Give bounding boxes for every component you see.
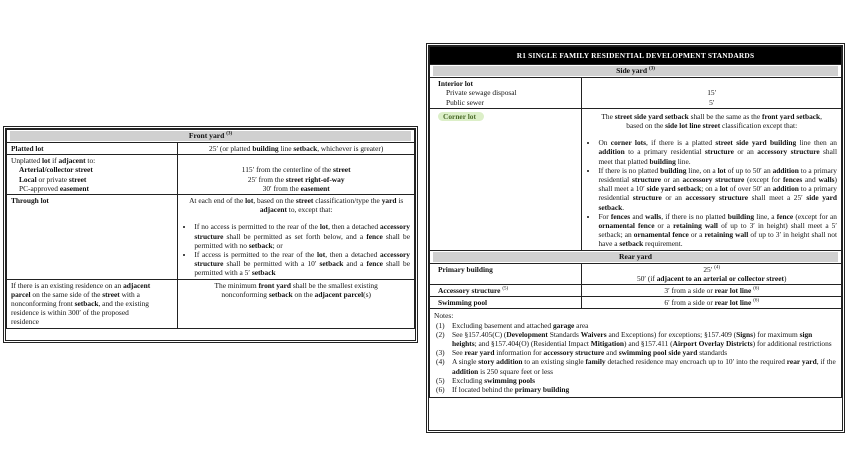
table-row-accessory-structure (430, 285, 842, 297)
text-span: setback (251, 268, 276, 278)
corner-lot-bullet-1 (598, 138, 837, 166)
text-span: ornamental fence (598, 221, 655, 231)
corner-lot-value (582, 108, 842, 250)
text-span: and a (343, 259, 367, 269)
text-span: or an (733, 147, 758, 157)
text-span: shall be the smallest existing nonconforming (221, 280, 378, 299)
table-row-platted-lot (7, 143, 415, 155)
notes-title: Notes: (434, 311, 454, 321)
text-span: Through lot (11, 196, 49, 206)
front-yard-header-row (7, 130, 415, 143)
text-span: fence (366, 259, 383, 269)
through-lot-bullet-2 (194, 250, 410, 278)
table-row-primary-building (430, 263, 842, 284)
text-span: lot (719, 184, 728, 194)
text-span: ) and §157.411 ( (624, 339, 673, 349)
corner-lot-bullet-3 (598, 212, 837, 249)
text-span: rear lot line (714, 298, 752, 308)
text-span: of up to 50′ an (725, 165, 773, 175)
text-span: 115′ from the centerline of the (241, 165, 334, 175)
text-span: adjacent (259, 205, 287, 215)
text-span: with a nonconforming front (11, 289, 140, 309)
accessory-structure-value (582, 285, 842, 297)
text-span: street (102, 289, 120, 299)
text-span: 25′ (703, 264, 713, 274)
text-span: front yard setback (762, 111, 821, 121)
text-span: shall be permitted with a 10′ (223, 259, 320, 269)
front-yard-header (7, 130, 415, 143)
text-span: (1) (436, 320, 445, 330)
text-span: ) for additional restrictions (752, 339, 832, 349)
text-span: shall be permitted as set forth below, and a (223, 231, 367, 241)
text-span: For (598, 211, 611, 221)
note-2 (434, 330, 837, 348)
text-span: setback (248, 240, 273, 250)
text-span: (5) (436, 375, 445, 385)
text-span: building (660, 165, 687, 175)
table-row-unplatted-lot (7, 155, 415, 195)
text-span: shall be permitted with a 5′ (194, 259, 410, 278)
text-span: ; on a (701, 184, 720, 194)
text-span: 25′ (or platted (209, 144, 253, 153)
side-yard-header-row (430, 65, 842, 78)
text-span: to a primary residential (598, 165, 837, 185)
text-span: addition (772, 184, 799, 194)
r1-standards-grid (429, 46, 842, 398)
text-span: rear yard (786, 357, 817, 367)
platted-lot-label (7, 143, 178, 155)
side-yard-header-text: Side yard (616, 66, 648, 76)
text-span: PC-approved (19, 183, 60, 193)
text-span: rear lot line (714, 286, 752, 296)
text-span: line, on a (686, 165, 718, 175)
through-lot-value (178, 195, 415, 280)
text-span: A single (452, 357, 479, 367)
text-span: setback (319, 259, 344, 269)
text-span: structure (704, 147, 734, 157)
through-lot-label (7, 195, 178, 280)
text-span: ) shall meet a 10′ (598, 175, 837, 194)
text-span: Rear yard (433, 252, 838, 262)
text-span: If located behind the (452, 385, 515, 395)
text-span: , and the existing residence is within 300′ of the proposed residence (11, 299, 149, 327)
text-span: accessory structure (682, 175, 745, 185)
text-span: Excluding basement and attached (452, 320, 553, 330)
text-span: retaining wall (704, 230, 749, 240)
text-span: , if there is a platted (646, 138, 716, 148)
text-span: swimming pools (484, 375, 535, 385)
text-span: setback (293, 144, 318, 153)
front-yard-header-note: (3) (226, 131, 233, 137)
interior-lot-values (582, 78, 842, 109)
text-span: to a primary residential (598, 184, 837, 203)
text-span: street right-of-way (285, 174, 345, 184)
text-span: If there is no platted (598, 165, 661, 175)
text-span: On (598, 138, 611, 148)
text-span: Platted lot (11, 144, 44, 153)
text-span: retaining wall (673, 221, 718, 231)
text-span: adjacent parcel (11, 280, 151, 299)
text-span: accessory structure (685, 193, 749, 203)
table-row-swimming-pool (430, 297, 842, 309)
through-lot-bullet-1 (194, 222, 410, 250)
unplatted-lot-values (178, 155, 415, 195)
text-span: adjacent to an arterial or collector street (656, 273, 784, 283)
text-span: lot (42, 156, 51, 166)
text-span: to: (85, 156, 96, 166)
text-span: detached residence may encroach up to 10′ into the required (605, 357, 787, 367)
text-span: (except for an (793, 211, 837, 221)
text-span: on the (292, 289, 315, 299)
text-span: Standards (547, 329, 581, 339)
text-span: to a primary residential (624, 147, 705, 157)
text-span: side yard setback (646, 184, 702, 194)
text-span: addition (452, 366, 479, 376)
document-title: R1 SINGLE FAMILY RESIDENTIAL DEVELOPMENT STANDARDS (430, 47, 842, 65)
table-row-interior-lot (430, 78, 842, 109)
text-span: swimming pool side yard (618, 348, 698, 358)
text-span: easement (59, 183, 89, 193)
text-span: Accessory structure (438, 286, 501, 296)
text-span: 6′ from a side or (664, 298, 715, 308)
text-span: of up to 3′ in height shall not have a (598, 230, 838, 249)
text-span: Swimming pool (438, 298, 488, 308)
unplatted-lot-label (7, 155, 178, 195)
text-span: , if the (816, 357, 836, 367)
text-span: Mitigation (590, 339, 625, 349)
text-span: structure (632, 193, 662, 203)
text-span: 15′ (707, 88, 717, 98)
existing-residence-label (7, 279, 178, 328)
rear-yard-header-row (430, 250, 842, 263)
text-span: fences (782, 175, 803, 185)
corner-lot-label: Corner lot (438, 112, 484, 121)
text-span: street (68, 174, 87, 184)
text-span: of over 50′ an (727, 184, 773, 194)
text-span: sign heights (452, 329, 813, 349)
text-span: adjacent parcel (314, 289, 364, 299)
text-span: , then a detached (328, 222, 381, 232)
text-span: street side yard setback (614, 111, 689, 121)
notes-section (430, 309, 842, 398)
text-span: Signs (736, 329, 753, 339)
text-span: . (622, 202, 625, 212)
text-span: building (252, 144, 279, 153)
text-span: or a (688, 230, 705, 240)
text-span: building (649, 156, 676, 166)
text-span: or an (661, 175, 683, 185)
text-span: Public sewer (446, 97, 484, 107)
text-span: line (278, 144, 294, 153)
side-yard-header-note: (3) (649, 66, 655, 72)
text-span: ; or (272, 240, 283, 250)
text-span: corner lots (610, 138, 646, 148)
text-span: of up to 3′ in height) shall meet a 5′ setback; an (598, 221, 837, 240)
text-span: lot (717, 165, 726, 175)
text-span: (s) (363, 289, 371, 299)
text-span: fence (366, 231, 383, 241)
swimming-pool-label (430, 297, 582, 309)
text-span: walls (818, 175, 835, 185)
text-span: line then an (796, 138, 837, 148)
text-span: or an (661, 193, 686, 203)
table-row-through-lot (7, 195, 415, 280)
text-span: 25′ from the (247, 174, 286, 184)
notes-row (430, 309, 842, 398)
accessory-structure-label (430, 285, 582, 297)
text-span: (6) (753, 286, 760, 292)
text-span: setback (268, 289, 293, 299)
text-span: yard (381, 196, 397, 206)
text-span: Local (19, 174, 37, 184)
text-span: shall be the same as the (688, 111, 762, 121)
text-span: is (396, 196, 404, 206)
swimming-pool-value (582, 297, 842, 309)
text-span: See §157.405(C) ( (452, 329, 507, 339)
table-row-corner-lot (430, 108, 842, 250)
text-span: accessory structure (543, 348, 605, 358)
text-span: Development (506, 329, 548, 339)
text-span: rear yard (464, 348, 495, 358)
text-span: addition (772, 165, 799, 175)
text-span: and (604, 348, 619, 358)
text-span: line, a (754, 211, 777, 221)
text-span: structure (632, 175, 662, 185)
corner-lot-bullet-2 (598, 166, 837, 212)
text-span: (4) (714, 265, 721, 271)
text-span: story addition (478, 357, 523, 367)
text-span: ornamental fence (633, 230, 689, 240)
text-span: shall meet that platted (598, 147, 837, 166)
text-span: accessory structure (194, 250, 410, 269)
text-span: setback (74, 299, 99, 309)
text-span: Arterial/collector street (19, 165, 93, 175)
text-span: Private sewage disposal (446, 88, 517, 98)
text-span: area (574, 320, 589, 330)
primary-building-value (582, 263, 842, 284)
text-span: , whichever is greater) (317, 144, 384, 153)
text-span: street (333, 165, 351, 175)
front-yard-header-text: Front yard (188, 131, 225, 140)
text-span: requirement. (643, 239, 683, 249)
text-span: Airport Overlay Districts (672, 339, 753, 349)
text-span: front yard (258, 280, 291, 290)
primary-building-label (430, 263, 582, 284)
text-span: to, except that: (286, 205, 333, 215)
existing-residence-value (178, 279, 415, 328)
text-span: 5′ (709, 97, 715, 107)
text-span: 3′ from a side or (664, 286, 715, 296)
text-span: ) for maximum (752, 329, 800, 339)
text-span: and Exceptions) for exceptions; §157.409 ( (606, 329, 737, 339)
text-span: (5) (502, 286, 509, 292)
text-span: shall be permitted with no (194, 231, 410, 250)
text-span: street side yard building (715, 138, 797, 148)
text-span: or a (654, 221, 674, 231)
text-span: and (630, 211, 646, 221)
text-span: (2) (436, 329, 445, 339)
text-span: family (585, 357, 606, 367)
note-1 (434, 321, 837, 330)
text-span: (4) (436, 357, 445, 367)
text-span: and (802, 175, 819, 185)
text-span: setback (619, 239, 644, 249)
text-span: lot (316, 250, 326, 260)
text-span: Primary building (438, 264, 493, 274)
note-6 (434, 385, 837, 394)
r1-standards-table (426, 43, 845, 433)
text-span: to an existing single (522, 357, 586, 367)
text-span: (6) (753, 298, 760, 304)
text-span: information for (494, 348, 544, 358)
title-row (430, 47, 842, 65)
side-yard-header (430, 65, 842, 78)
text-span: easement (300, 183, 330, 193)
text-span: accessory structure (757, 147, 820, 157)
text-span: If no access is permitted to the rear of the (194, 222, 320, 232)
text-span: side lot line street (665, 121, 721, 131)
text-span: line. (675, 156, 691, 166)
text-span: ) (783, 273, 787, 283)
text-span: 50′ (if (637, 273, 657, 283)
text-span: lot (319, 222, 329, 232)
text-span: street (295, 196, 314, 206)
platted-lot-value (178, 143, 415, 155)
text-span: If access is permitted to the rear of the (194, 250, 317, 260)
text-span: (except for (744, 175, 783, 185)
note-5 (434, 376, 837, 385)
text-span: Waivers (580, 329, 607, 339)
note-3 (434, 348, 837, 357)
text-span: 30′ from the (262, 183, 301, 193)
text-span: ; and §157.404(O) (Residential Impact (474, 339, 591, 349)
front-yard-grid (6, 129, 415, 329)
text-span: standards (697, 348, 728, 358)
text-span: , based on the (253, 196, 296, 206)
text-span: fence (776, 211, 794, 221)
text-span: Interior lot (438, 79, 473, 89)
text-span: walls (645, 211, 662, 221)
text-span: addition (598, 147, 625, 157)
text-span: , then a detached (325, 250, 381, 260)
text-span: (3) (436, 348, 445, 358)
text-span: building (727, 211, 755, 221)
text-span: At each end of the (189, 196, 246, 206)
text-span: accessory structure (194, 222, 410, 241)
text-span: on the same side of the (30, 289, 103, 299)
text-span: if (50, 156, 59, 166)
front-yard-table (3, 126, 418, 343)
text-span: or private (36, 174, 69, 184)
text-span: The minimum (214, 280, 259, 290)
text-span: , based on the (626, 111, 823, 131)
corner-lot-label-cell (430, 108, 582, 250)
rear-yard-header (430, 250, 842, 263)
text-span: The (601, 111, 615, 121)
text-span: Excluding (452, 375, 485, 385)
note-4 (434, 357, 837, 375)
text-span: garage (552, 320, 575, 330)
text-span: See (452, 348, 465, 358)
text-span: primary building (514, 385, 570, 395)
text-span: classification/type the (313, 196, 382, 206)
text-span: Unplatted (11, 156, 42, 166)
text-span: If there is an existing residence on an (11, 280, 124, 290)
text-span: (6) (436, 385, 445, 395)
text-span: lot (245, 196, 254, 206)
interior-lot-label (430, 78, 582, 109)
table-row-existing-residence (7, 279, 415, 328)
text-span: fences (610, 211, 631, 221)
text-span: , if there is no platted (661, 211, 728, 221)
text-span: adjacent (58, 156, 86, 166)
text-span: shall meet a 25′ (748, 193, 807, 203)
text-span: classification except that: (720, 121, 798, 131)
text-span: side yard setback (598, 193, 837, 212)
text-span: is 250 square feet or less (478, 366, 554, 376)
